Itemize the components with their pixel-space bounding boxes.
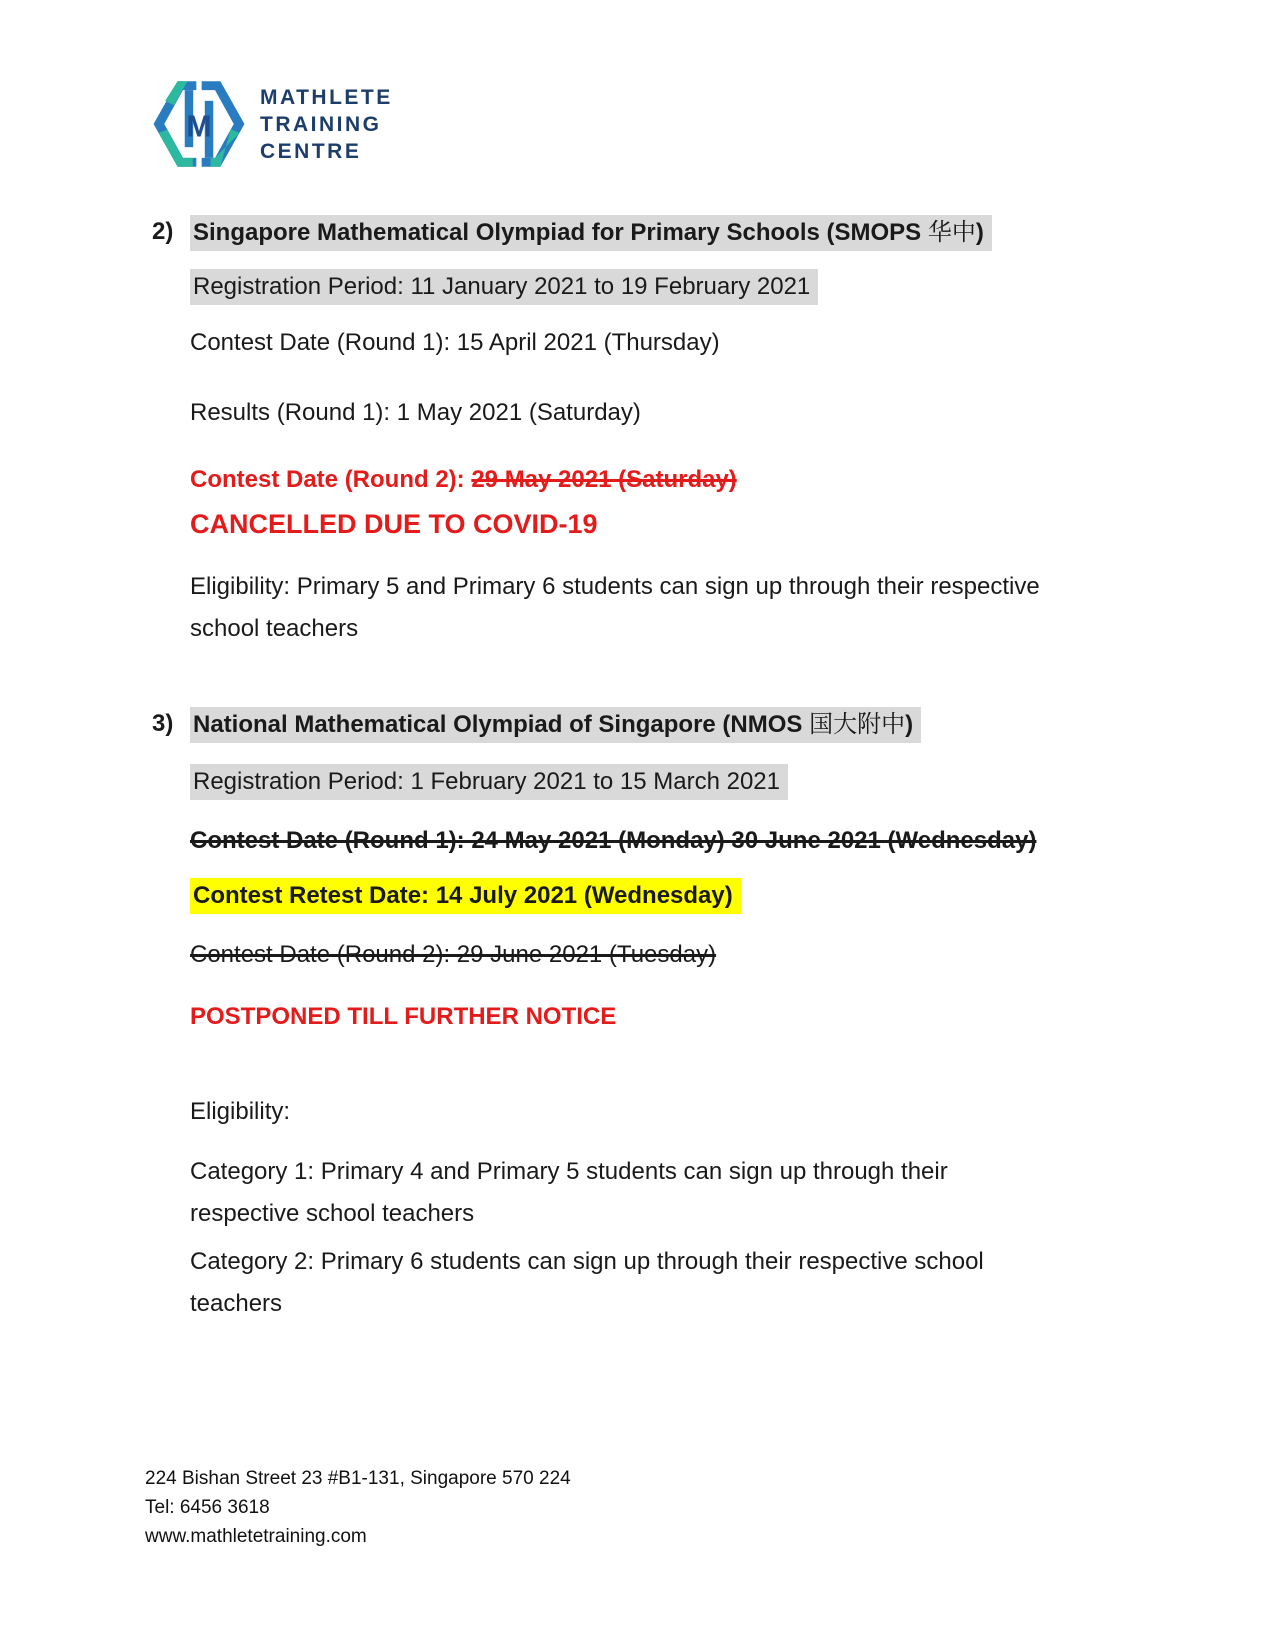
section2-heading-highlight: [190, 215, 992, 251]
footer-website: www.mathletetraining.com: [145, 1526, 367, 1547]
section2-title-main: Singapore Mathematical Olympiad for Primary Schools (SMOPS: [193, 219, 928, 246]
section2-round2-label: Contest Date (Round 2):: [190, 466, 472, 493]
section3-heading: [190, 703, 921, 746]
section3-title-cjk: 国大附中: [809, 710, 906, 738]
hexagon-m-icon: [150, 78, 248, 170]
brand-wordmark: [260, 84, 393, 165]
section2-title-close: ): [975, 219, 984, 246]
section3-registration-text: Registration Period: 1 February 2021 to 15 March 2021: [190, 764, 788, 800]
footer-address: 224 Bishan Street 23 #B1-131, Singapore 570 224: [145, 1468, 571, 1489]
section2-round2-struck-date: 29 May 2021 (Saturday): [471, 466, 737, 493]
brand-line-2: TRAINING: [260, 112, 382, 136]
svg-text:M: M: [186, 110, 212, 144]
footer: [145, 1464, 571, 1551]
section3-eligibility-label: Eligibility:: [190, 1098, 291, 1125]
section2-results1: Results (Round 1): 1 May 2021 (Saturday): [190, 399, 641, 426]
section3-number: 3): [152, 710, 174, 737]
brand-line-1: MATHLETE: [260, 85, 393, 109]
section3-heading-highlight: [190, 707, 921, 743]
section2-eligibility: Eligibility: Primary 5 and Primary 6 students can sign up through their respective school teachers: [190, 573, 1040, 642]
brand-line-3: CENTRE: [260, 139, 362, 163]
section3-round1-struck: Contest Date (Round 1): 24 May 2021 (Monday) 30 June 2021 (Wednesday): [190, 827, 1037, 854]
section3-round2-struck: Contest Date (Round 2): 29 June 2021 (Tuesday): [190, 941, 717, 968]
footer-tel: Tel: 6456 3618: [145, 1497, 270, 1518]
section3-title-main: National Mathematical Olympiad of Singapore (NMOS: [193, 711, 810, 738]
section2-title-cjk: 华中: [927, 218, 976, 246]
section3-category2: Category 2: Primary 6 students can sign up through their respective school teachers: [190, 1248, 984, 1317]
section2-round1: Contest Date (Round 1): 15 April 2021 (Thursday): [190, 329, 720, 356]
section3-category1: Category 1: Primary 4 and Primary 5 students can sign up through their respective school teachers: [190, 1158, 948, 1227]
section2-round2: [190, 459, 737, 501]
section2-registration: [190, 266, 818, 308]
section3-retest-text: Contest Retest Date: 14 July 2021 (Wednesday): [190, 878, 741, 914]
section3-retest: [190, 875, 741, 917]
section2-cancelled-notice: CANCELLED DUE TO COVID-19: [190, 509, 598, 539]
section3-registration: [190, 761, 788, 803]
section2-number: 2): [152, 218, 174, 245]
section2-registration-text: Registration Period: 11 January 2021 to 19 February 2021: [190, 269, 818, 305]
mathlete-logo: [150, 78, 393, 170]
section3-postponed-notice: POSTPONED TILL FURTHER NOTICE: [190, 1003, 617, 1030]
section2-heading: [190, 211, 992, 254]
section3-title-close: ): [905, 711, 914, 738]
